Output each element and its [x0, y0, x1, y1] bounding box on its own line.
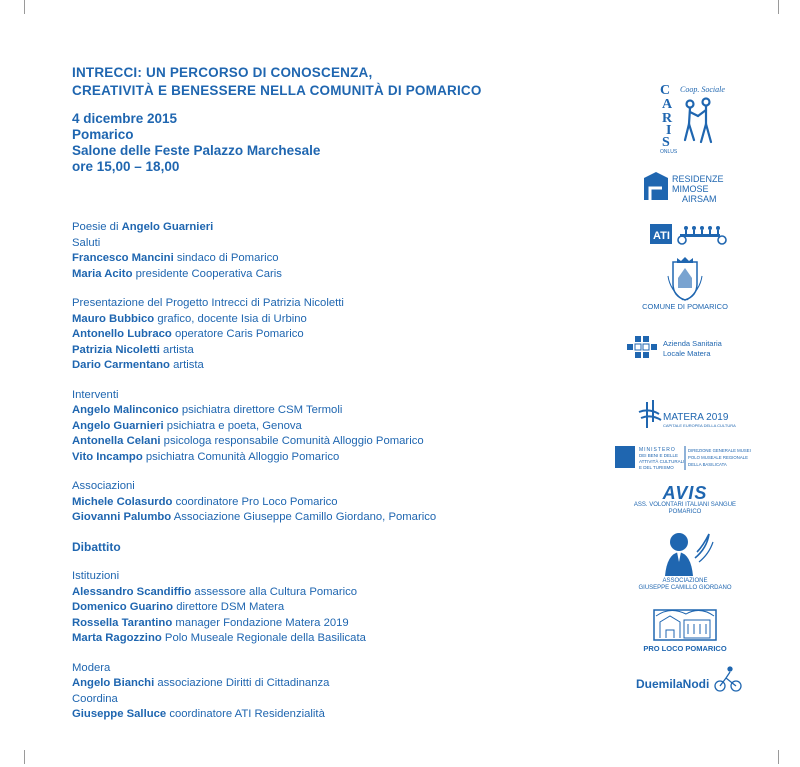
speaker-name: Domenico Guarino [72, 601, 174, 613]
giordano-line1: ASSOCIAZIONE [662, 578, 708, 584]
event-title [72, 64, 482, 100]
speaker-role: grafico, docente Isia di Urbino [157, 312, 307, 325]
event-place: Pomarico [72, 127, 134, 142]
crop-mark-top-left [24, 0, 25, 14]
speaker-name: Angelo Bianchi [72, 677, 155, 689]
giordano-logo [610, 528, 760, 598]
speaker-row [72, 358, 572, 374]
ministero-left2: DEI BENI E DELLE [639, 453, 679, 458]
giordano-line2: GIUSEPPE CAMILLO GIORDANO [638, 585, 732, 591]
ati-label: ATI [653, 230, 670, 242]
event-time: ore 15,00 – 18,00 [72, 159, 180, 174]
event-venue: Salone delle Feste Palazzo Marchesale [72, 143, 321, 158]
speaker-role: artista [173, 359, 204, 371]
speaker-role: artista [163, 343, 194, 356]
speaker-name: Angelo Guarnieri [72, 419, 164, 432]
speaker-name: Mauro Bubbico [72, 312, 155, 325]
speaker-role: operatore Caris Pomarico [174, 328, 304, 340]
section-heading: Interventi [72, 388, 119, 401]
ati-logo [610, 220, 760, 250]
ministero-right1: DIREZIONE GENERALE MUSEI [688, 448, 751, 453]
caris-tagline: Coop. Sociale [680, 85, 725, 94]
avis-logo [610, 484, 760, 524]
speaker-row [72, 495, 572, 511]
matera-label: MATERA 2019 [663, 412, 729, 423]
svg-text:C: C [660, 83, 671, 98]
speaker-name: Dario Carmentano [72, 359, 170, 371]
svg-text:A: A [662, 97, 673, 112]
speaker-row [72, 267, 572, 283]
speaker-row [72, 707, 572, 723]
speaker-row [72, 434, 572, 450]
speaker-row [72, 343, 572, 359]
crop-mark-top-right [778, 0, 779, 14]
section-heading: Coordina [72, 692, 118, 705]
speaker-role: direttore DSM Matera [176, 601, 285, 613]
caris-logo [610, 80, 760, 155]
ministero-logo [610, 444, 760, 472]
matera-sub: CAPITALE EUROPEA DELLA CULTURA [663, 423, 736, 428]
event-details [72, 111, 320, 175]
program [72, 220, 572, 723]
svg-text:R: R [662, 111, 673, 126]
speaker-name: Marta Ragozzino [72, 632, 162, 644]
avis-label: AVIS [662, 483, 708, 503]
residenze-line2: MIMOSE [672, 184, 709, 194]
speaker-row [72, 251, 572, 267]
speaker-role: Associazione Giuseppe Camillo Giordano, Pomarico [173, 511, 437, 523]
section-heading: Istituzioni [72, 570, 120, 582]
asl-line2: Locale Matera [663, 349, 711, 358]
speaker-role: psichiatra direttore CSM Termoli [181, 404, 343, 416]
program-poetry [72, 220, 572, 236]
debate-heading: Dibattito [72, 539, 121, 554]
matera-2019-logo [610, 398, 760, 432]
asl-matera-logo [610, 332, 760, 366]
speaker-name: Alessandro Scandiffio [72, 585, 192, 598]
speaker-row [72, 450, 572, 466]
speaker-role: Polo Museale Regionale della Basilicata [164, 632, 366, 644]
residenze-logo [610, 170, 760, 204]
speaker-name: Rossella Tarantino [72, 616, 173, 629]
proloco-logo [610, 604, 760, 658]
speaker-name: Giuseppe Salluce [72, 708, 167, 720]
speaker-name: Maria Acito [72, 267, 133, 280]
caris-onlus: ONLUS [660, 149, 678, 155]
presentation-label: Presentazione del Progetto Intrecci di [72, 297, 260, 309]
speaker-row [72, 585, 572, 601]
avis-line2: POMARICO [668, 509, 702, 515]
speaker-row [72, 600, 572, 616]
ministero-left3: ATTIVITÀ CULTURALI [639, 459, 685, 464]
duemilanodi-logo [610, 664, 760, 694]
poetry-label: Poesie di [72, 221, 119, 233]
speaker-row [72, 676, 572, 692]
speaker-row [72, 419, 572, 435]
section-heading: Modera [72, 661, 111, 674]
section-heading: Saluti [72, 236, 101, 249]
event-date: 4 dicembre 2015 [72, 111, 178, 126]
ministero-left1: MINISTERO [639, 447, 676, 453]
comune-label: COMUNE DI POMARICO [642, 302, 728, 311]
speaker-name: Angelo Malinconico [72, 404, 179, 416]
section-heading: Associazioni [72, 480, 135, 492]
crop-mark-bottom-right [778, 750, 779, 764]
proloco-label: PRO LOCO POMARICO [643, 644, 727, 653]
crop-mark-bottom-left [24, 750, 25, 764]
speaker-row [72, 616, 572, 632]
speaker-role: presidente Cooperativa Caris [135, 267, 282, 280]
speaker-role: assessore alla Cultura Pomarico [194, 585, 358, 598]
speaker-name: Antonello Lubraco [72, 328, 172, 340]
title-line-1: INTRECCI: UN PERCORSO DI CONOSCENZA, [72, 65, 373, 80]
speaker-role: psichiatra Comunità Alloggio Pomarico [145, 450, 340, 463]
ministero-right3: DELLA BASILICATA [688, 462, 727, 467]
speaker-name: Francesco Mancini [72, 252, 174, 264]
speaker-role: manager Fondazione Matera 2019 [175, 616, 349, 629]
speaker-role: sindaco di Pomarico [176, 252, 279, 264]
speaker-name: Patrizia Nicoletti [72, 343, 160, 356]
ministero-left4: E DEL TURISMO [639, 465, 674, 470]
svg-text:S: S [662, 135, 670, 150]
speaker-role: coordinatore ATI Residenzialità [169, 708, 325, 720]
poetry-author: Angelo Guarnieri [121, 221, 214, 233]
ministero-right2: POLO MUSEALE REGIONALE [688, 455, 748, 460]
speaker-name: Giovanni Palumbo [72, 511, 172, 523]
title-line-2: CREATIVITÀ E BENESSERE NELLA COMUNITÀ DI POMARICO [72, 83, 482, 98]
speaker-row [72, 403, 572, 419]
duemilanodi-label: DuemilaNodi [636, 677, 710, 691]
speaker-role: associazione Diritti di Cittadinanza [157, 677, 330, 689]
section-heading [72, 296, 572, 312]
speaker-row [72, 510, 572, 526]
speaker-role: psichiatra e poeta, Genova [166, 419, 302, 432]
speaker-name: Michele Colasurdo [72, 495, 173, 508]
residenze-line1: RESIDENZE [672, 174, 724, 184]
svg-text:I: I [666, 123, 672, 138]
residenze-line3: AIRSAM [682, 194, 717, 204]
comune-pomarico-logo [610, 256, 760, 320]
presentation-author: Patrizia Nicoletti [262, 297, 344, 309]
speaker-role: coordinatore Pro Loco Pomarico [175, 495, 338, 508]
speaker-role: psicologa responsabile Comunità Alloggio Pomarico [163, 435, 424, 447]
asl-line1: Azienda Sanitaria [663, 339, 722, 348]
speaker-row [72, 312, 572, 328]
avis-line1: ASS. VOLONTARI ITALIANI SANGUE [633, 502, 737, 508]
speaker-row [72, 327, 572, 343]
speaker-name: Vito Incampo [72, 450, 143, 463]
speaker-name: Antonella Celani [72, 435, 161, 447]
speaker-row [72, 631, 572, 647]
